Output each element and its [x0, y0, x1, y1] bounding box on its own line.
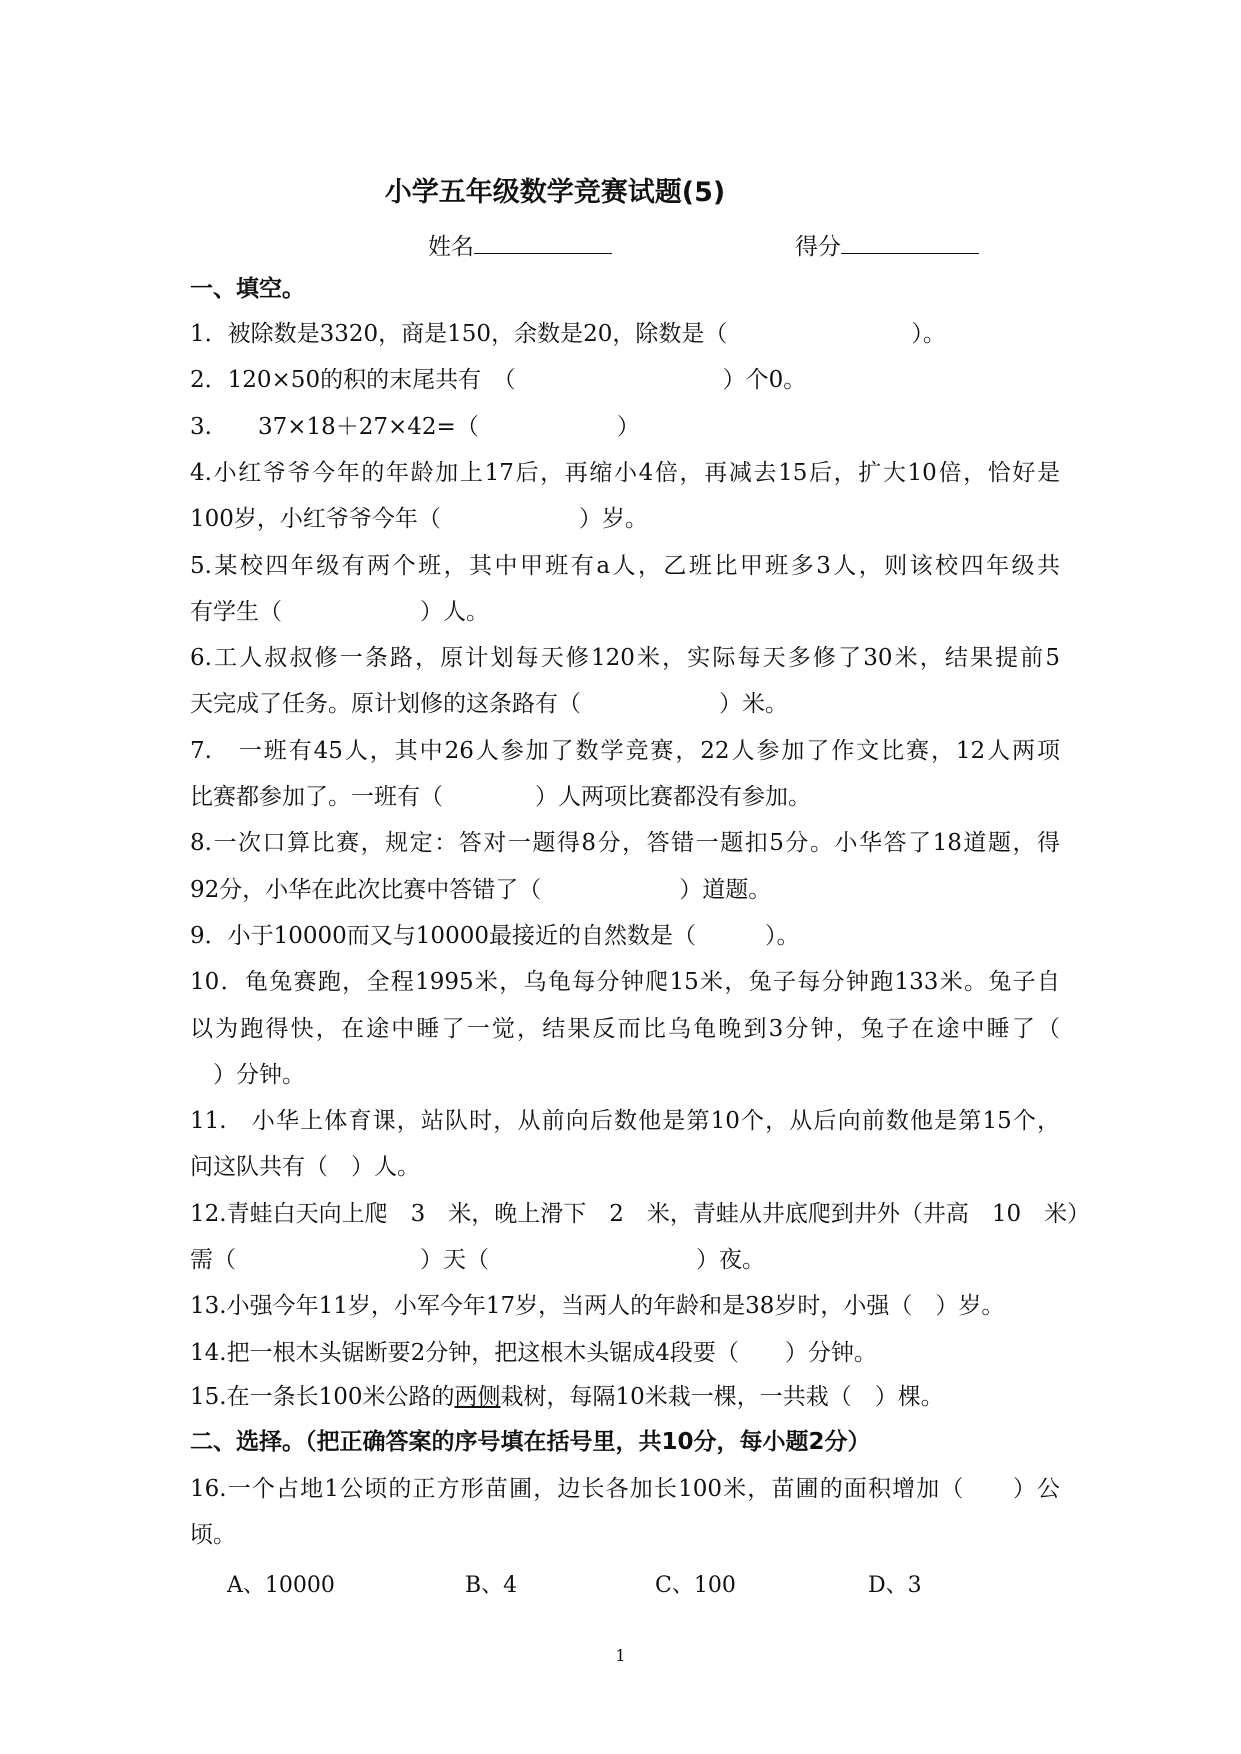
question-line: 有学生（ ）人。: [190, 598, 489, 625]
question-line: 1．被除数是3320，商是150，余数是20，除数是（ ）。: [190, 321, 946, 347]
page-number: 1: [615, 1646, 626, 1665]
question-line: 92分，小华在此次比赛中答错了（ ）道题。: [190, 876, 772, 903]
question-line: 13.小强今年11岁，小军今年17岁，当两人的年龄和是38岁时，小强（ ）岁。: [190, 1293, 1005, 1320]
q15-text: 15.在一条长100米公路的: [190, 1384, 455, 1410]
question-line: 100岁，小红爷爷今年（ ）岁。: [190, 506, 648, 533]
question-line: 比赛都参加了。一班有（ ）人两项比赛都没有参加。: [190, 784, 811, 810]
question-line: 天完成了任务。原计划修的这条路有（ ）米。: [190, 691, 788, 718]
option-d[interactable]: D、3: [868, 1573, 922, 1598]
q15-underlined: 两侧: [454, 1384, 501, 1410]
question-line: 8.一次口算比赛，规定：答对一题得8分，答错一题扣5分。小华答了18道题，得: [190, 830, 1060, 857]
question-15: [190, 1382, 1060, 1412]
question-line: 4.小红爷爷今年的年龄加上17后，再缩小4倍，再减去15后，扩大10倍，恰好是: [190, 459, 1060, 486]
name-blank[interactable]: [474, 231, 612, 254]
q15-text-end: 栽树，每隔10米栽一棵，一共栽（ ）棵。: [500, 1384, 944, 1410]
option-c[interactable]: C、100: [655, 1573, 736, 1598]
question-16-line: 16.一个占地1公顷的正方形苗圃，边长各加长100米，苗圃的面积增加（ ）公: [190, 1476, 1060, 1502]
question-line: 10．龟兔赛跑，全程1995米，乌龟每分钟爬15米，兔子每分钟跑133米。兔子自: [190, 969, 1060, 996]
question-line: 11. 小华上体育课，站队时，从前向后数他是第10个，从后向前数他是第15个，: [190, 1108, 1060, 1135]
option-b[interactable]: B、4: [465, 1573, 518, 1598]
question-16-line: 顷。: [190, 1522, 236, 1548]
page-title: 小学五年级数学竞赛试题(5): [384, 177, 726, 208]
question-line: 7. 一班有45人，其中26人参加了数学竞赛，22人参加了作文比赛，12人两项: [190, 737, 1060, 764]
question-line: 6.工人叔叔修一条路，原计划每天修120米，实际每天多修了30米，结果提前5: [190, 645, 1060, 672]
question-line: 3. 37×18＋27×42=（ ）: [190, 413, 640, 440]
name-label: 姓名: [428, 234, 474, 260]
question-line: 12.青蛙白天向上爬 3 米，晚上滑下 2 米，青蛙从井底爬到井外（井高 10 米）: [190, 1200, 1091, 1227]
question-line: 9．小于10000而又与10000最接近的自然数是（ ）。: [190, 922, 800, 949]
question-line: 问这队共有（ ）人。: [190, 1154, 420, 1181]
score-field[interactable]: [795, 228, 979, 261]
name-field[interactable]: [428, 228, 612, 261]
score-blank[interactable]: [841, 231, 979, 254]
question-line: 14.把一根木头锯断要2分钟，把这根木头锯成4段要（ ）分钟。: [190, 1339, 877, 1366]
question-line: 需（ ）天（ ）夜。: [190, 1247, 765, 1273]
question-line: 5.某校四年级有两个班，其中甲班有a人，乙班比甲班多3人，则该校四年级共: [190, 552, 1060, 579]
option-a[interactable]: A、10000: [227, 1573, 335, 1598]
question-line: ）分钟。: [190, 1061, 305, 1088]
question-line: 以为跑得快，在途中睡了一觉，结果反而比乌龟晚到3分钟，兔子在途中睡了（: [190, 1015, 1060, 1042]
score-label: 得分: [795, 234, 841, 260]
section-heading-fill-in: 一、填空。: [190, 276, 305, 302]
question-line: 2．120×50的积的末尾共有 （ ）个0。: [190, 367, 807, 394]
section-heading-choice: 二、选择。（把正确答案的序号填在括号里，共10分，每小题2分）: [190, 1429, 871, 1455]
